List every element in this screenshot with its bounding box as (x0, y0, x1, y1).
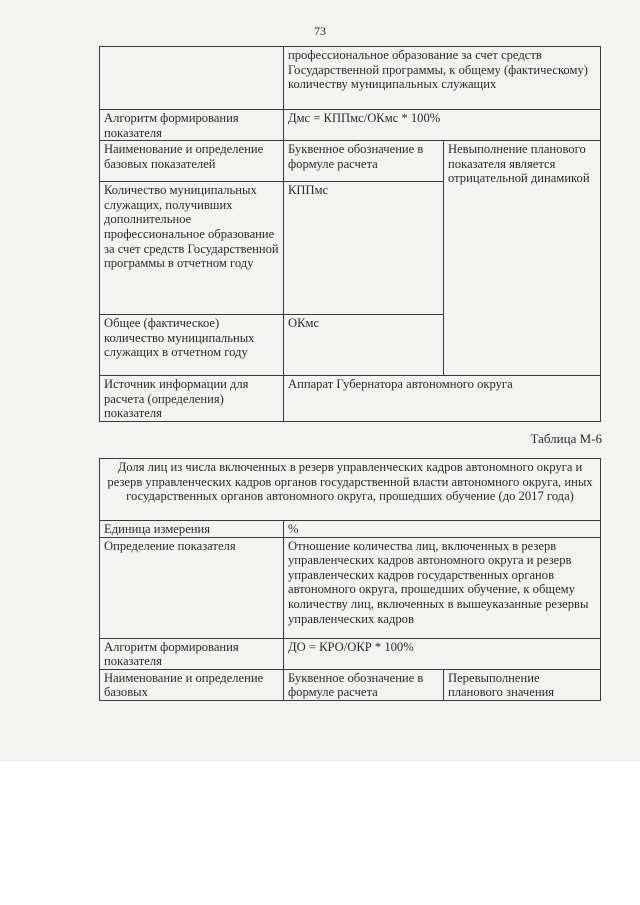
base-header-symbol: Буквенное обозначение в формуле расчета (284, 669, 444, 700)
table-row (100, 376, 601, 422)
table-row (100, 141, 601, 182)
table-row (100, 521, 601, 538)
algorithm-formula: Дмс = КППмс/ОКмс * 100% (284, 110, 601, 141)
table-row (100, 47, 601, 110)
definition-label: Определение показателя (100, 537, 284, 638)
continued-definition-text: профессиональное образование за счет средств Государственной программы, к общему (фактическому) количеству муниципальных служащих (284, 47, 601, 110)
page-number: 73 (314, 24, 326, 38)
base-header-name: Наименование и определение базовых (100, 669, 284, 700)
table-row (100, 459, 601, 521)
table-row (100, 669, 601, 700)
unit-value: % (284, 521, 601, 538)
base-header-name: Наименование и определение базовых показателей (100, 141, 284, 182)
table-row (100, 110, 601, 141)
definition-value: Отношение количества лиц, включенных в резерв управленческих кадров автономного округа и резерв управленческих кадров государственных органов автономного округа, прошедших обучение, к общему количеству лиц, включенных в вышеуказанные резервы управленческих кадров (284, 537, 601, 638)
indicator-title: Доля лиц из числа включенных в резерв управленческих кадров автономного округа и резерв управленческих кадров органов государственной власти автономного округа, иных государственных органов автономного округа, прошедших обучение (до 2017 года) (100, 459, 601, 521)
unit-label: Единица измерения (100, 521, 284, 538)
algorithm-label: Алгоритм формирования показателя (100, 638, 284, 669)
table-row (100, 537, 601, 638)
base-header-symbol: Буквенное обозначение в формуле расчета (284, 141, 444, 182)
base-indicator-symbol: КППмс (284, 182, 444, 315)
indicator-table-continued (99, 46, 601, 422)
base-indicator-name: Количество муниципальных служащих, получивших дополнительное профессиональное образование за счет средств Государственной программы в отчетном году (100, 182, 284, 315)
source-label: Источник информации для расчета (определения) показателя (100, 376, 284, 422)
algorithm-label: Алгоритм формирования показателя (100, 110, 284, 141)
indicator-table-m6 (99, 458, 601, 701)
source-value: Аппарат Губернатора автономного округа (284, 376, 601, 422)
base-header-note: Перевыполнение планового значения (444, 669, 601, 700)
table-caption: Таблица М-6 (530, 431, 602, 446)
base-indicator-symbol: ОКмс (284, 315, 444, 376)
base-header-note: Невыполнение планового показателя является отрицательной динамикой (444, 141, 601, 376)
base-indicator-name: Общее (фактическое) количество муниципальных служащих в отчетном году (100, 315, 284, 376)
table-row (100, 638, 601, 669)
algorithm-formula: ДО = КРО/ОКР * 100% (284, 638, 601, 669)
empty-cell (100, 47, 284, 110)
